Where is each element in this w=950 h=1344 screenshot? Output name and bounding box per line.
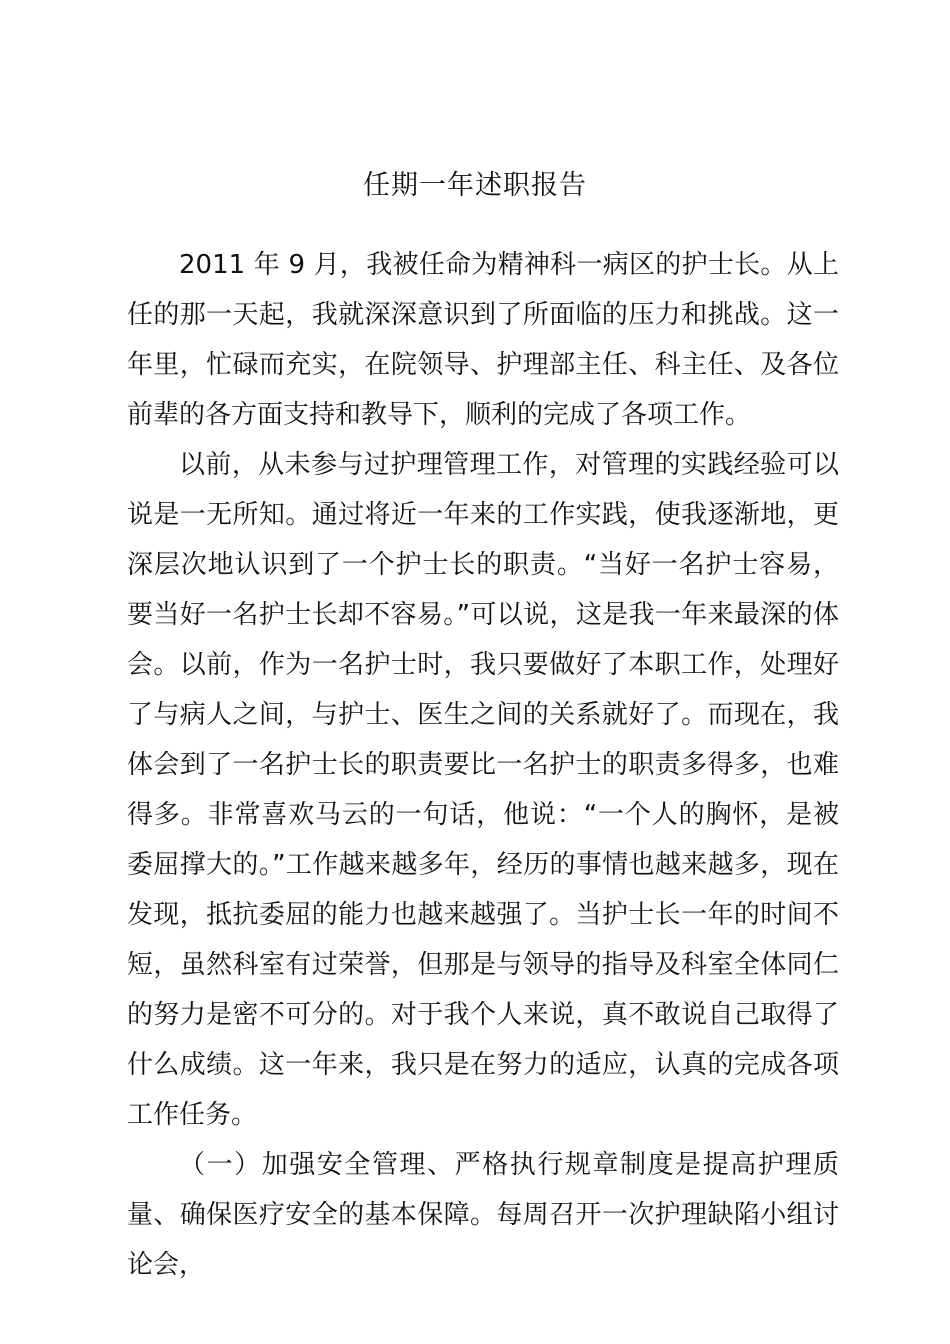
paragraph-experience: 以前，从未参与过护理管理工作，对管理的实践经验可以说是一无所知。通过将近一年来的工作实践，使我逐渐地，更深层次地认识到了一个护士长的职责。“当好一名护士容易，要当好一名护士长却不容易。”可以说，这是我一年来最深的体会。以前，作为一名护士时，我只要做好了本职工作，处理好了与病人之间，与护士、医生之间的关系就好了。而现在，我体会到了一名护士长的职责要比一名护士的职责多得多，也难得多。非常喜欢马云的一句话，他说：“一个人的胸怀，是被委屈撑大的。”工作越来越多年，经历的事情也越来越多，现在发现，抵抗委屈的能力也越来越强了。当护士长一年的时间不短，虽然科室有过荣誉，但那是与领导的指导及科室全体同仁的努力是密不可分的。对于我个人来说，真不敢说自己取得了什么成绩。这一年来，我只是在努力的适应，认真的完成各项工作任务。 — [127, 450, 839, 1130]
document-body — [127, 240, 839, 1290]
document-title: 任期一年述职报告 — [363, 170, 587, 201]
paragraph-appointment: 2011 年 9 月，我被任命为精神科一病区的护士长。从上任的那一天起，我就深深意识到了所面临的压力和挑战。这一年里，忙碌而充实，在院领导、护理部主任、科主任、及各位前辈的各方面支持和教导下，顺利的完成了各项工作。 — [127, 250, 839, 430]
paragraph-safety-management: （一）加强安全管理、严格执行规章制度是提高护理质量、确保医疗安全的基本保障。每周召开一次护理缺陷小组讨论会， — [127, 1150, 839, 1280]
